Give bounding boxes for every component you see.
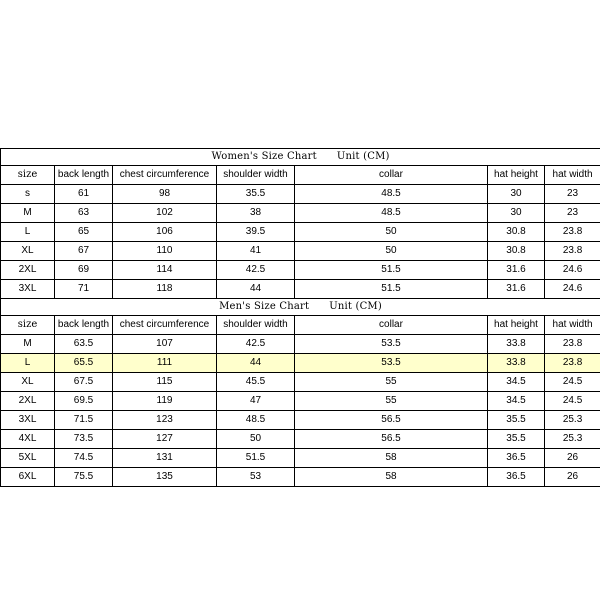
table-cell: 23.8 (545, 354, 600, 373)
table-row (1, 280, 600, 299)
table-cell: 119 (113, 392, 217, 411)
table-cell: 35.5 (488, 411, 545, 430)
table-cell: 74.5 (55, 449, 113, 468)
table-cell: 41 (217, 242, 295, 261)
column-header: hat width (545, 166, 600, 185)
men-section (1, 299, 600, 487)
table-cell: 24.5 (545, 392, 600, 411)
table-cell: 73.5 (55, 430, 113, 449)
table-row-highlighted (1, 354, 600, 373)
table-cell: 115 (113, 373, 217, 392)
women-section (1, 149, 600, 299)
table-cell: 25.3 (545, 411, 600, 430)
table-row (1, 468, 600, 487)
table-cell: L (1, 223, 55, 242)
table-cell: 31.6 (488, 280, 545, 299)
men-chart-title (1, 299, 600, 316)
column-header: shoulder width (217, 166, 295, 185)
table-cell: L (1, 354, 55, 373)
table-cell: 98 (113, 185, 217, 204)
table-cell: 30 (488, 185, 545, 204)
table-cell: 56.5 (295, 411, 488, 430)
table-cell: 65 (55, 223, 113, 242)
table-row (1, 373, 600, 392)
table-cell: 23 (545, 204, 600, 223)
column-header: size (1, 166, 55, 185)
table-cell: 35.5 (488, 430, 545, 449)
table-row (1, 335, 600, 354)
column-header: shoulder width (217, 316, 295, 335)
table-cell: 123 (113, 411, 217, 430)
table-cell: 44 (217, 354, 295, 373)
table-cell: 48.5 (295, 185, 488, 204)
table-row (1, 261, 600, 280)
table-cell: 50 (295, 242, 488, 261)
table-cell: 63.5 (55, 335, 113, 354)
table-cell: 30.8 (488, 242, 545, 261)
men-title-row (1, 299, 600, 316)
table-cell: 42.5 (217, 261, 295, 280)
women-title-text: Women's Size Chart (211, 151, 317, 162)
table-cell: 111 (113, 354, 217, 373)
table-cell: 65.5 (55, 354, 113, 373)
women-title-row (1, 149, 600, 166)
table-cell: 39.5 (217, 223, 295, 242)
table-cell: 71 (55, 280, 113, 299)
column-header: hat height (488, 166, 545, 185)
table-cell: 26 (545, 449, 600, 468)
table-cell: 36.5 (488, 468, 545, 487)
table-cell: 25.3 (545, 430, 600, 449)
women-unit-text: Unit (CM) (336, 151, 390, 162)
table-cell: 67.5 (55, 373, 113, 392)
women-header-row (1, 166, 600, 185)
men-header-row (1, 316, 600, 335)
table-cell: M (1, 204, 55, 223)
table-cell: 34.5 (488, 373, 545, 392)
size-chart-table (0, 148, 600, 487)
table-cell: 71.5 (55, 411, 113, 430)
table-cell: 24.5 (545, 373, 600, 392)
table-cell: 36.5 (488, 449, 545, 468)
table-row (1, 223, 600, 242)
column-header: back length (55, 166, 113, 185)
column-header: hat width (545, 316, 600, 335)
table-cell: 51.5 (295, 280, 488, 299)
table-cell: 3XL (1, 411, 55, 430)
table-cell: 131 (113, 449, 217, 468)
table-cell: XL (1, 242, 55, 261)
table-cell: 24.6 (545, 261, 600, 280)
table-row (1, 392, 600, 411)
table-cell: 135 (113, 468, 217, 487)
table-cell: 2XL (1, 392, 55, 411)
column-header: chest circumference (113, 166, 217, 185)
table-cell: 51.5 (295, 261, 488, 280)
table-cell: 58 (295, 468, 488, 487)
table-cell: 50 (295, 223, 488, 242)
table-cell: 75.5 (55, 468, 113, 487)
table-cell: 42.5 (217, 335, 295, 354)
table-row (1, 411, 600, 430)
table-cell: 31.6 (488, 261, 545, 280)
table-cell: 114 (113, 261, 217, 280)
table-cell: 38 (217, 204, 295, 223)
table-cell: 45.5 (217, 373, 295, 392)
table-cell: 67 (55, 242, 113, 261)
column-header: chest circumference (113, 316, 217, 335)
table-cell: 2XL (1, 261, 55, 280)
table-cell: 48.5 (217, 411, 295, 430)
table-row (1, 242, 600, 261)
table-cell: XL (1, 373, 55, 392)
table-cell: 34.5 (488, 392, 545, 411)
table-cell: 47 (217, 392, 295, 411)
table-cell: 53 (217, 468, 295, 487)
column-header: collar (295, 316, 488, 335)
table-cell: 110 (113, 242, 217, 261)
table-cell: 23.8 (545, 223, 600, 242)
table-cell: 30.8 (488, 223, 545, 242)
size-chart-page (0, 148, 600, 487)
table-row (1, 449, 600, 468)
table-row (1, 204, 600, 223)
table-cell: 127 (113, 430, 217, 449)
table-cell: 48.5 (295, 204, 488, 223)
table-row (1, 185, 600, 204)
table-cell: 102 (113, 204, 217, 223)
men-unit-text: Unit (CM) (329, 301, 382, 312)
table-cell: 44 (217, 280, 295, 299)
table-cell: 55 (295, 373, 488, 392)
table-cell: 23 (545, 185, 600, 204)
column-header: back length (55, 316, 113, 335)
table-cell: 23.8 (545, 335, 600, 354)
table-cell: 55 (295, 392, 488, 411)
table-cell: 23.8 (545, 242, 600, 261)
table-cell: 69.5 (55, 392, 113, 411)
table-cell: 107 (113, 335, 217, 354)
table-cell: 33.8 (488, 354, 545, 373)
table-cell: 35.5 (217, 185, 295, 204)
column-header: size (1, 316, 55, 335)
table-cell: s (1, 185, 55, 204)
table-cell: 33.8 (488, 335, 545, 354)
table-cell: 4XL (1, 430, 55, 449)
column-header: hat height (488, 316, 545, 335)
table-cell: 56.5 (295, 430, 488, 449)
table-cell: 26 (545, 468, 600, 487)
table-cell: 6XL (1, 468, 55, 487)
table-cell: 61 (55, 185, 113, 204)
table-cell: 24.6 (545, 280, 600, 299)
table-cell: 53.5 (295, 354, 488, 373)
table-cell: 69 (55, 261, 113, 280)
column-header: collar (295, 166, 488, 185)
table-cell: 58 (295, 449, 488, 468)
table-cell: 118 (113, 280, 217, 299)
table-cell: 3XL (1, 280, 55, 299)
table-cell: 50 (217, 430, 295, 449)
table-cell: M (1, 335, 55, 354)
men-title-text: Men's Size Chart (219, 301, 310, 312)
table-cell: 63 (55, 204, 113, 223)
table-cell: 30 (488, 204, 545, 223)
table-cell: 106 (113, 223, 217, 242)
table-row (1, 430, 600, 449)
table-cell: 53.5 (295, 335, 488, 354)
women-chart-title (1, 149, 600, 166)
table-cell: 51.5 (217, 449, 295, 468)
table-cell: 5XL (1, 449, 55, 468)
